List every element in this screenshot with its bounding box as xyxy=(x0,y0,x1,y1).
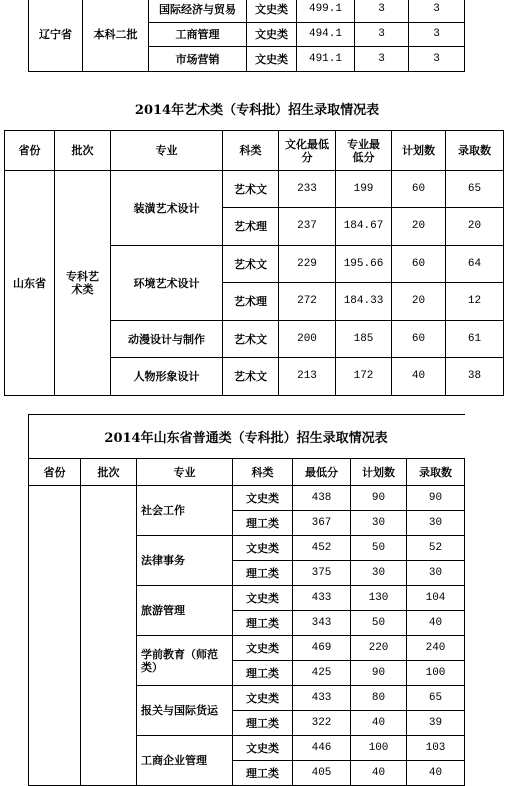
admit-cell: 103 xyxy=(407,736,465,761)
admit-cell: 40 xyxy=(407,611,465,636)
admission-table-general xyxy=(28,458,465,786)
admit-cell: 90 xyxy=(407,486,465,511)
culture-score-cell: 237 xyxy=(279,208,336,246)
admit-cell: 64 xyxy=(446,246,504,283)
plan-cell: 30 xyxy=(351,561,407,586)
min-score-cell: 433 xyxy=(293,686,351,711)
header-row xyxy=(5,131,504,171)
plan-cell: 40 xyxy=(351,761,407,786)
subject-cell: 理工类 xyxy=(233,561,293,586)
subject-cell: 艺术理 xyxy=(223,208,279,246)
subject-cell: 文史类 xyxy=(247,47,297,72)
subject-cell: 艺术文 xyxy=(223,171,279,208)
major-cell: 工商企业管理 xyxy=(137,736,233,786)
min-score-cell: 375 xyxy=(293,561,351,586)
admit-cell: 38 xyxy=(446,358,504,396)
min-score-cell: 343 xyxy=(293,611,351,636)
min-score-cell: 322 xyxy=(293,711,351,736)
subject-cell: 理工类 xyxy=(233,661,293,686)
major-cell: 国际经济与贸易 xyxy=(149,0,247,23)
plan-cell: 20 xyxy=(392,283,446,321)
culture-score-cell: 272 xyxy=(279,283,336,321)
subject-cell: 理工类 xyxy=(233,711,293,736)
admit-cell: 30 xyxy=(407,561,465,586)
min-score-cell: 405 xyxy=(293,761,351,786)
admit-cell: 40 xyxy=(407,761,465,786)
pro-score-cell: 184.33 xyxy=(336,283,392,321)
admit-cell: 100 xyxy=(407,661,465,686)
culture-score-cell: 200 xyxy=(279,321,336,358)
min-score-cell: 425 xyxy=(293,661,351,686)
header-cell: 计划数 xyxy=(351,459,407,486)
province-cell: 辽宁省 xyxy=(29,0,83,72)
batch-cell: 专科艺术类 xyxy=(55,171,111,396)
header-cell: 科类 xyxy=(233,459,293,486)
admit-cell: 3 xyxy=(409,23,465,47)
header-cell: 省份 xyxy=(5,131,55,171)
plan-cell: 50 xyxy=(351,611,407,636)
major-cell: 市场营销 xyxy=(149,47,247,72)
admit-cell: 240 xyxy=(407,636,465,661)
plan-cell: 60 xyxy=(392,246,446,283)
subject-cell: 文史类 xyxy=(233,736,293,761)
min-score-cell: 499.1 xyxy=(297,0,355,23)
pro-score-cell: 185 xyxy=(336,321,392,358)
plan-cell: 40 xyxy=(392,358,446,396)
admit-cell: 52 xyxy=(407,536,465,561)
major-cell: 动漫设计与制作 xyxy=(111,321,223,358)
plan-cell: 60 xyxy=(392,321,446,358)
culture-score-cell: 213 xyxy=(279,358,336,396)
admit-cell: 12 xyxy=(446,283,504,321)
min-score-cell: 446 xyxy=(293,736,351,761)
art-table-title: 2014年艺术类（专科批）招生录取情况表 xyxy=(134,103,380,118)
admit-cell: 61 xyxy=(446,321,504,358)
culture-score-cell: 229 xyxy=(279,246,336,283)
admission-table-art xyxy=(4,130,504,396)
header-cell: 计划数 xyxy=(392,131,446,171)
subject-cell: 文史类 xyxy=(233,586,293,611)
subject-cell: 文史类 xyxy=(233,636,293,661)
admit-cell: 65 xyxy=(446,171,504,208)
table-row xyxy=(29,0,465,23)
plan-cell: 20 xyxy=(392,208,446,246)
header-cell: 批次 xyxy=(55,131,111,171)
subject-cell: 理工类 xyxy=(233,761,293,786)
header-cell: 专业最低分 xyxy=(336,131,392,171)
pro-score-cell: 199 xyxy=(336,171,392,208)
subject-cell: 艺术文 xyxy=(223,246,279,283)
min-score-cell: 452 xyxy=(293,536,351,561)
major-cell: 社会工作 xyxy=(137,486,233,536)
major-cell: 环境艺术设计 xyxy=(111,246,223,321)
admit-cell: 20 xyxy=(446,208,504,246)
general-table-title: 2014年山东省普通类（专科批）招生录取情况表 xyxy=(104,431,388,446)
pro-score-cell: 172 xyxy=(336,358,392,396)
pro-score-cell: 184.67 xyxy=(336,208,392,246)
major-cell: 旅游管理 xyxy=(137,586,233,636)
province-cell: 山东省 xyxy=(5,171,55,396)
subject-cell: 艺术文 xyxy=(223,321,279,358)
subject-cell: 艺术文 xyxy=(223,358,279,396)
plan-cell: 40 xyxy=(351,711,407,736)
header-cell: 文化最低分 xyxy=(279,131,336,171)
header-cell: 专业 xyxy=(137,459,233,486)
plan-cell: 50 xyxy=(351,536,407,561)
header-cell: 录取数 xyxy=(407,459,465,486)
plan-cell: 3 xyxy=(355,23,409,47)
plan-cell: 80 xyxy=(351,686,407,711)
min-score-cell: 491.1 xyxy=(297,47,355,72)
major-cell: 装潢艺术设计 xyxy=(111,171,223,246)
min-score-cell: 438 xyxy=(293,486,351,511)
admit-cell: 3 xyxy=(409,47,465,72)
header-cell: 批次 xyxy=(81,459,137,486)
min-score-cell: 469 xyxy=(293,636,351,661)
min-score-cell: 494.1 xyxy=(297,23,355,47)
table-row xyxy=(29,486,465,511)
plan-cell: 3 xyxy=(355,47,409,72)
plan-cell: 90 xyxy=(351,661,407,686)
major-cell: 学前教育（师范类） xyxy=(137,636,233,686)
admit-cell: 39 xyxy=(407,711,465,736)
plan-cell: 90 xyxy=(351,486,407,511)
major-cell: 人物形象设计 xyxy=(111,358,223,396)
major-cell: 法律事务 xyxy=(137,536,233,586)
batch-cell xyxy=(81,486,137,786)
major-cell: 工商管理 xyxy=(149,23,247,47)
plan-cell: 60 xyxy=(392,171,446,208)
min-score-cell: 367 xyxy=(293,511,351,536)
batch-cell: 本科二批 xyxy=(83,0,149,72)
subject-cell: 文史类 xyxy=(247,23,297,47)
header-cell: 最低分 xyxy=(293,459,351,486)
subject-cell: 理工类 xyxy=(233,511,293,536)
header-cell: 专业 xyxy=(111,131,223,171)
admit-cell: 3 xyxy=(409,0,465,23)
header-row xyxy=(29,459,465,486)
min-score-cell: 433 xyxy=(293,586,351,611)
subject-cell: 艺术理 xyxy=(223,283,279,321)
culture-score-cell: 233 xyxy=(279,171,336,208)
admission-table-liaoning xyxy=(28,0,465,72)
plan-cell: 100 xyxy=(351,736,407,761)
subject-cell: 文史类 xyxy=(233,536,293,561)
admit-cell: 30 xyxy=(407,511,465,536)
table-row xyxy=(5,171,504,208)
plan-cell: 220 xyxy=(351,636,407,661)
admit-cell: 104 xyxy=(407,586,465,611)
header-cell: 省份 xyxy=(29,459,81,486)
subject-cell: 文史类 xyxy=(247,0,297,23)
header-cell: 录取数 xyxy=(446,131,504,171)
province-cell xyxy=(29,486,81,786)
pro-score-cell: 195.66 xyxy=(336,246,392,283)
subject-cell: 文史类 xyxy=(233,686,293,711)
plan-cell: 130 xyxy=(351,586,407,611)
major-cell: 报关与国际货运 xyxy=(137,686,233,736)
plan-cell: 30 xyxy=(351,511,407,536)
admit-cell: 65 xyxy=(407,686,465,711)
plan-cell: 3 xyxy=(355,0,409,23)
header-cell: 科类 xyxy=(223,131,279,171)
subject-cell: 文史类 xyxy=(233,486,293,511)
subject-cell: 理工类 xyxy=(233,611,293,636)
